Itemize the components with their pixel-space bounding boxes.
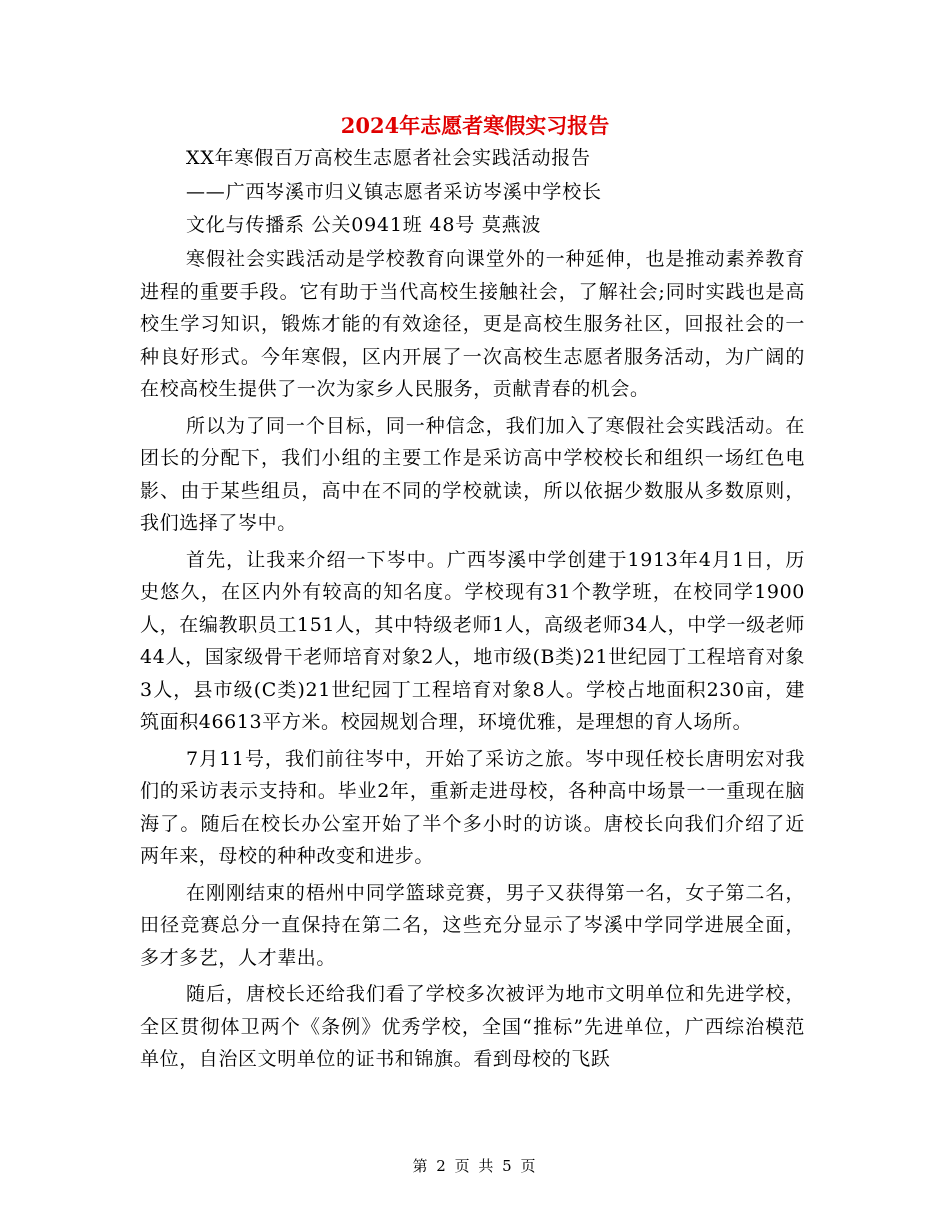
paragraph-2: 所以为了同一个目标，同一种信念，我们加入了寒假社会实践活动。在团长的分配下，我们小组的主要工作是采访高中学校校长和组织一场红色电影、由于某些组员，高中在不同的学校就读，所以依据少数服从多数原则，我们选择了岑中。 [140,414,805,535]
header-line-1: XX年寒假百万高校生志愿者社会实践活动报告 [186,147,591,169]
paragraph-1: 寒假社会实践活动是学校教育向课堂外的一种延伸，也是推动素养教育进程的重要手段。它有助于当代高校生接触社会，了解社会;同时实践也是高校生学习知识，锻炼才能的有效途径，更是高校生服务社区，回报社会的一种良好形式。今年寒假，区内开展了一次高校生志愿者服务活动，为广阔的在校高校生提供了一次为家乡人民服务，贡献青春的机会。 [140,248,805,401]
paragraph-3: 首先，让我来介绍一下岑中。广西岑溪中学创建于1913年4月1日，历史悠久，在区内外有较高的知名度。学校现有31个教学班，在校同学1900人，在编教职员工151人，其中特级老师1人，高级老师34人，中学一级老师44人，国家级骨干老师培育对象2人，地市级(B类)21世纪园丁工程培育对象3人，县市级(C类)21世纪园丁工程培育对象8人。学校占地面积230亩，建筑面积46613平方米。校园规划合理，环境优雅，是理想的育人场所。 [140,548,805,734]
page-number-footer: 第 2 页 共 5 页 [412,1157,538,1175]
header-line-2: ——广西岑溪市归义镇志愿者采访岑溪中学校长 [186,180,602,203]
paragraph-4: 7月11号，我们前往岑中，开始了采访之旅。岑中现任校长唐明宏对我们的采访表示支持和。毕业2年，重新走进母校，各种高中场景一一重现在脑海了。随后在校长办公室开始了半个多小时的访谈。唐校长向我们介绍了近两年来，母校的种种改变和进步。 [140,747,805,868]
document-body [140,142,805,1080]
document-title: 2024年志愿者寒假实习报告 [340,113,610,138]
paragraph-5: 在刚刚结束的梧州中同学篮球竞赛，男子又获得第一名，女子第二名，田径竞赛总分一直保持在第二名，这些充分显示了岑溪中学同学进展全面，多才多艺，人才辈出。 [140,881,805,969]
paragraph-6: 随后，唐校长还给我们看了学校多次被评为地市文明单位和先进学校，全区贯彻体卫两个《条例》优秀学校，全国“推标”先进单位，广西综治模范单位，自治区文明单位的证书和锦旗。看到母校的飞跃 [140,983,805,1071]
header-line-3: 文化与传播系 公关0941班 48号 莫燕波 [186,214,542,237]
